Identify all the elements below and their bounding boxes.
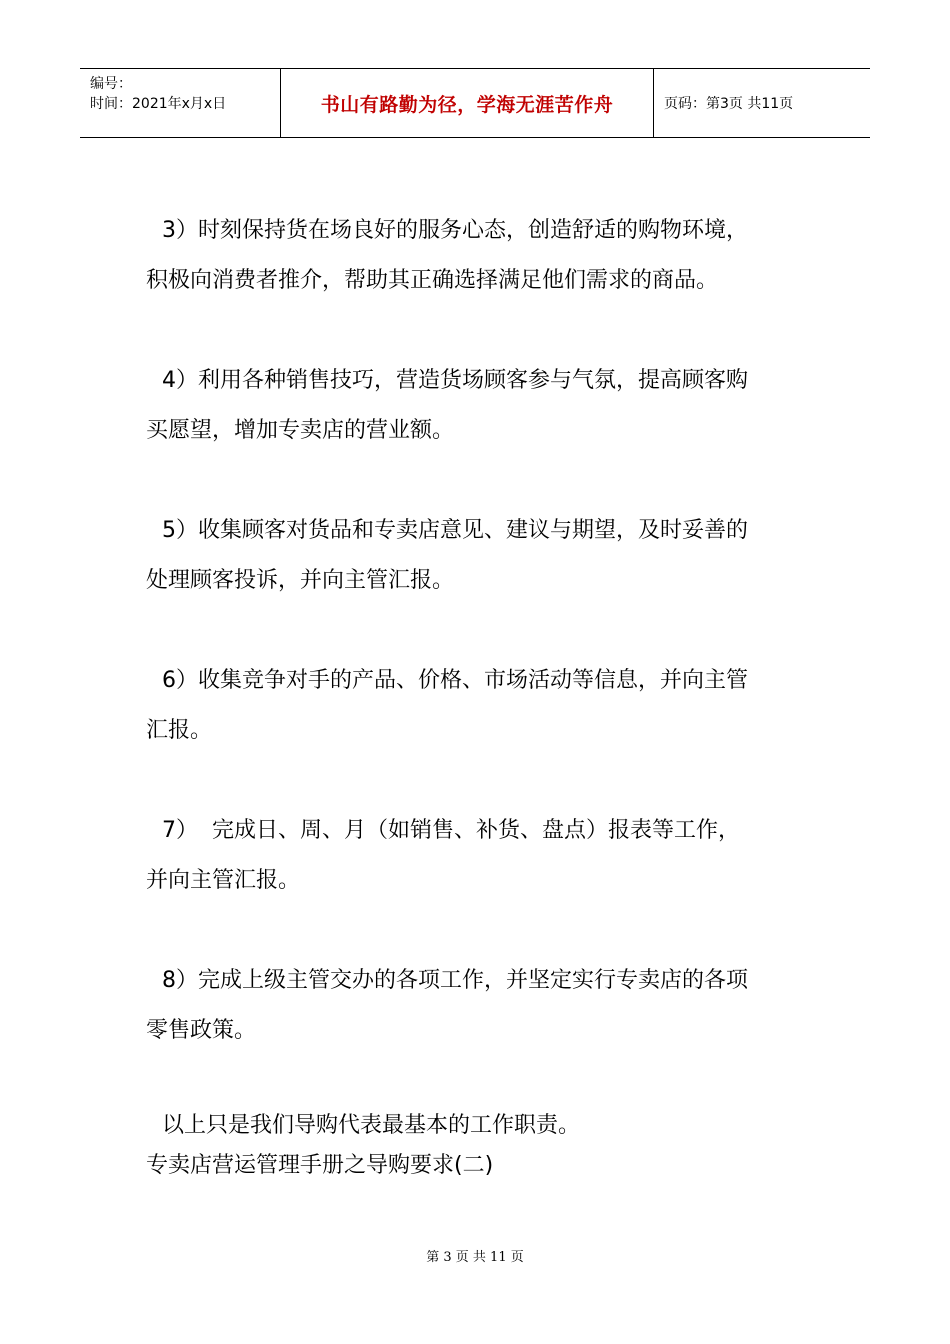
header-meta-cell <box>80 69 281 137</box>
page-footer: 第 3 页 共 11 页 <box>426 1250 524 1265</box>
paragraph-item-7 <box>146 806 816 906</box>
summary-text: 以上只是我们导购代表最基本的工作职责。 <box>162 1113 581 1138</box>
header-page-cell <box>654 69 870 137</box>
header-motto: 书山有路勤为径，学海无涯苦作舟 <box>320 93 614 116</box>
paragraph-item-5 <box>146 506 816 606</box>
paragraph-line: 并向主管汇报。 <box>146 868 301 893</box>
paragraph-line: 买愿望，增加专卖店的营业额。 <box>146 418 455 443</box>
page-header <box>80 68 870 138</box>
paragraph-line: 7） 完成日、周、月（如销售、补货、盘点）报表等工作， <box>162 818 740 843</box>
document-date-label: 时间：2021年x月x日 <box>90 96 227 112</box>
paragraph-item-4 <box>146 356 816 456</box>
paragraph-line: 5）收集顾客对货品和专卖店意见、建议与期望，及时妥善的 <box>162 518 748 543</box>
header-page-info: 页码：第3页 共11页 <box>664 96 794 112</box>
paragraph-item-6 <box>146 656 816 756</box>
paragraph-item-8 <box>146 956 816 1056</box>
document-number-label: 编号： <box>90 76 132 92</box>
paragraph-line: 4）利用各种销售技巧，营造货场顾客参与气氛，提高顾客购 <box>162 368 748 393</box>
paragraph-item-3 <box>146 206 816 306</box>
paragraph-line: 积极向消费者推介，帮助其正确选择满足他们需求的商品。 <box>146 268 719 293</box>
paragraph-line: 处理顾客投诉，并向主管汇报。 <box>146 568 455 593</box>
paragraph-line: 零售政策。 <box>146 1018 257 1043</box>
paragraph-line: 6）收集竞争对手的产品、价格、市场活动等信息，并向主管 <box>162 668 748 693</box>
paragraph-line: 3）时刻保持货在场良好的服务心态，创造舒适的购物环境， <box>162 218 748 243</box>
summary-block <box>146 1106 816 1186</box>
paragraph-line: 汇报。 <box>146 718 213 743</box>
section-title: 专卖店营运管理手册之导购要求(二) <box>146 1153 494 1178</box>
header-motto-cell <box>281 69 654 137</box>
paragraph-line: 8）完成上级主管交办的各项工作，并坚定实行专卖店的各项 <box>162 968 748 993</box>
